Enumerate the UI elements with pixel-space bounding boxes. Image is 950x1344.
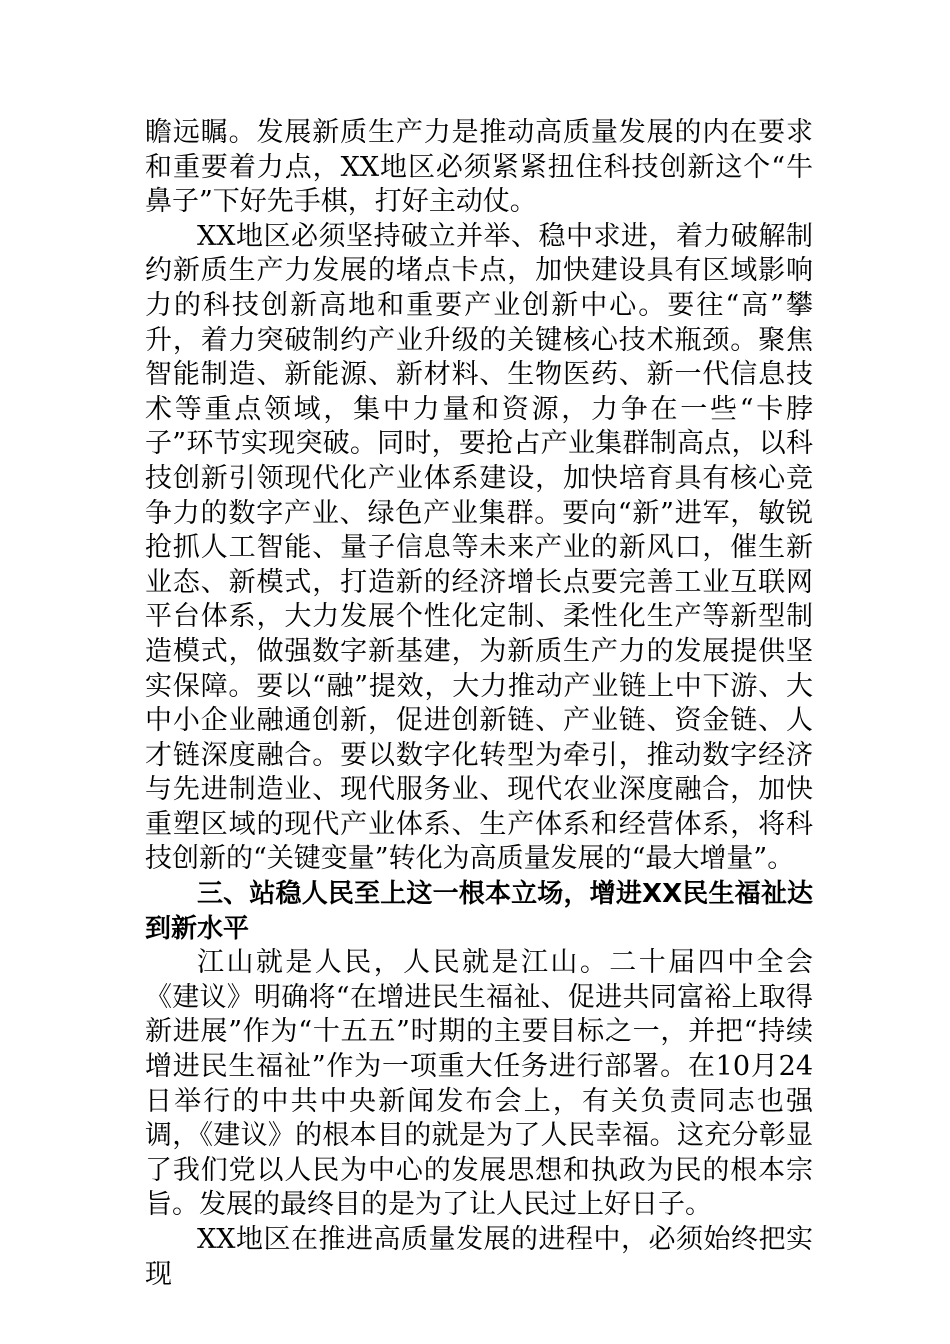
- paragraph-4: 江山就是人民，人民就是江山。二十届四中全会《建议》明确将“在增进民生福祉、促进共同富裕上取得新进展”作为“十五五”时期的主要目标之一，并把“持续增进民生福祉”作为一项重大任务进行部署。在10月24日举行的中共中央新闻发布会上，有关负责同志也强调，《建议》的根本目的就是为了人民幸福。这充分彰显了我们党以人民为中心的发展思想和执政为民的根本宗旨。发展的最终目的是为了让人民过上好日子。: [145, 947, 813, 1221]
- paragraph-2: XX地区必须坚持破立并举、稳中求进，着力破解制约新质生产力发展的堵点卡点，加快建设具有区域影响力的科技创新高地和重要产业创新中心。要往“高”攀升，着力突破制约产业升级的关键核心技术瓶颈。聚焦智能制造、新能源、新材料、生物医药、新一代信息技术等重点领域，集中力量和资源，力争在一些“卡脖子”环节实现突破。同时，要抢占产业集群制高点，以科技创新引领现代化产业体系建设，加快培育具有核心竞争力的数字产业、绿色产业集群。要向“新”进军，敏锐抢抓人工智能、量子信息等未来产业的新风口，催生新业态、新模式，打造新的经济增长点要完善工业互联网平台体系，大力发展个性化定制、柔性化生产等新型制造模式，做强数字新基建，为新质生产力的发展提供坚实保障。要以“融”提效，大力推动产业链上中下游、大中小企业融通创新，促进创新链、产业链、资金链、人才链深度融合。要以数字化转型为牵引，推动数字经济与先进制造业、现代服务业、现代农业深度融合，加快重塑区域的现代产业体系、生产体系和经营体系，将科技创新的“关键变量”转化为高质量发展的“最大增量”。: [145, 220, 813, 875]
- paragraph-1: 瞻远瞩。发展新质生产力是推动高质量发展的内在要求和重要着力点，XX地区必须紧紧扭住科技创新这个“牛鼻子”下好先手棋，打好主动仗。: [145, 117, 813, 218]
- paragraph-5: XX地区在推进高质量发展的进程中，必须始终把实现: [145, 1224, 813, 1290]
- document-page: [145, 116, 813, 1292]
- section-heading-3: 三、站稳人民至上这一根本立场，增进XX民生福祉达到新水平: [145, 879, 813, 944]
